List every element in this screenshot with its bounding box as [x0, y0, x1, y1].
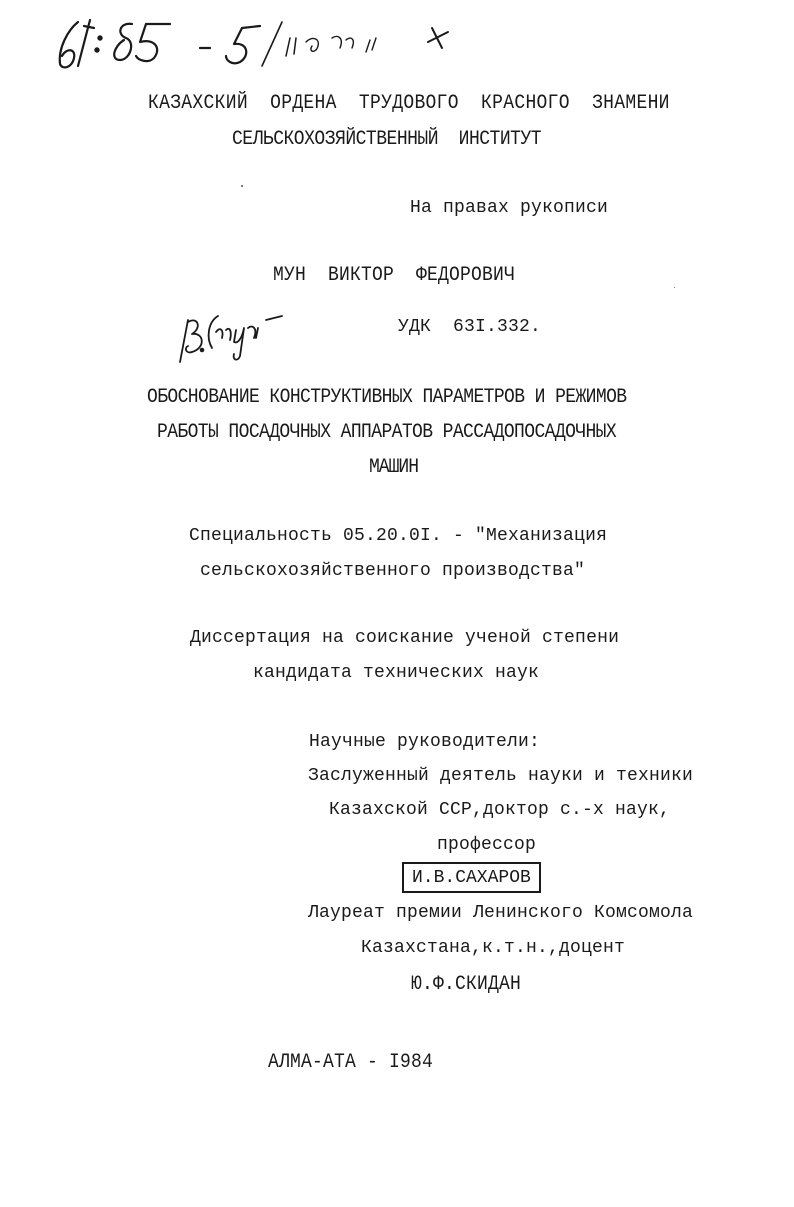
degree-line-1: Диссертация на соискание ученой степени — [190, 628, 620, 648]
supervisor-1-name-box: И.В.САХАРОВ — [402, 862, 541, 893]
supervisor-2-line-2: Казахстана,к.т.н.,доцент — [361, 938, 626, 958]
supervisors-heading: Научные руководители: — [309, 732, 541, 752]
scan-speck — [241, 185, 243, 187]
udc-code: УДК 63I.332. — [398, 317, 542, 337]
specialty-line-1: Специальность 05.20.0I. - "Механизация — [189, 526, 608, 546]
author-signature — [178, 308, 288, 368]
institution-line-1: КАЗАХСКИЙ ОРДЕНА ТРУДОВОГО КРАСНОГО ЗНАМЕНИ — [148, 92, 670, 115]
specialty-line-2: сельскохозяйственного производства" — [200, 561, 586, 581]
manuscript-rights-note: На правах рукописи — [410, 198, 609, 218]
place-and-year: АЛМА-АТА - I984 — [268, 1051, 434, 1074]
supervisor-1-line-1: Заслуженный деятель науки и техники — [308, 766, 694, 786]
supervisor-1-line-3: профессор — [437, 835, 537, 855]
supervisor-2-line-1: Лауреат премии Ленинского Комсомола — [308, 903, 694, 923]
title-line-3: МАШИН — [369, 456, 419, 479]
supervisor-2-name: Ю.Ф.СКИДАН — [411, 973, 522, 996]
author-name: МУН ВИКТОР ФЕДОРОВИЧ — [273, 264, 516, 287]
handwritten-archive-mark — [50, 8, 490, 73]
degree-line-2: кандидата технических наук — [253, 663, 540, 683]
institution-line-2: СЕЛЬСКОХОЗЯЙСТВЕННЫЙ ИНСТИТУТ — [232, 128, 542, 151]
title-line-2: РАБОТЫ ПОСАДОЧНЫХ АППАРАТОВ РАССАДОПОСАДОЧНЫХ — [157, 421, 617, 444]
title-line-1: ОБОСНОВАНИЕ КОНСТРУКТИВНЫХ ПАРАМЕТРОВ И РЕЖИМОВ — [147, 386, 627, 409]
supervisor-1-line-2: Казахской ССР,доктор с.-х наук, — [329, 800, 671, 820]
scan-speck — [674, 287, 675, 288]
